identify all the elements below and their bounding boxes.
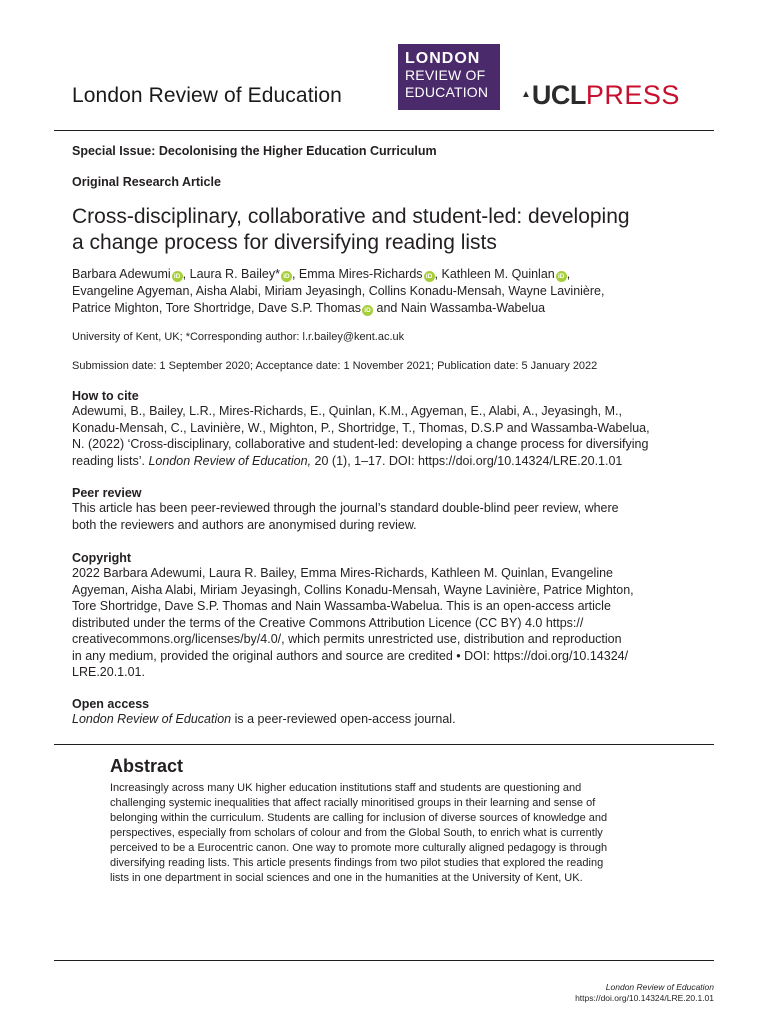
abstract-heading: Abstract <box>110 756 184 776</box>
orcid-icon[interactable]: iD <box>281 271 292 282</box>
article-type-label: Original Research Article <box>72 175 221 189</box>
peer-review-section <box>72 486 712 533</box>
open-access-text <box>72 711 712 728</box>
copyright-heading: Copyright <box>72 551 132 565</box>
open-access-description: is a peer-reviewed open-access journal. <box>231 712 456 726</box>
peer-review-line: both the reviewers and authors are anonymised during review. <box>72 517 417 532</box>
author-line-2: Evangeline Agyeman, Aisha Alabi, Miriam Jeyasingh, Collins Konadu-Mensah, Wayne Lavinière, <box>72 284 605 298</box>
affiliation: University of Kent, UK; *Corresponding author: l.r.bailey@kent.ac.uk <box>72 331 405 343</box>
header-divider <box>54 130 714 131</box>
author-list <box>72 266 712 317</box>
abstract-line: lists in one department in social sciences and one in the humanities at the University of Kent, UK. <box>110 872 583 884</box>
title-line-1: Cross-disciplinary, collaborative and student-led: developing <box>72 205 630 228</box>
footer-divider <box>54 960 714 961</box>
orcid-icon[interactable]: iD <box>556 271 567 282</box>
citation-line: Adewumi, B., Bailey, L.R., Mires-Richards, E., Quinlan, K.M., Agyeman, E., Alabi, A., Jeyasingh, M., <box>72 404 622 418</box>
logo-line-3: EDUCATION <box>405 84 489 100</box>
how-to-cite-heading: How to cite <box>72 389 139 403</box>
logo-line-1: LONDON <box>405 50 481 67</box>
author-names: Patrice Mighton, Tore Shortridge, Dave S.P. Thomas <box>72 301 362 315</box>
how-to-cite-section <box>72 389 712 469</box>
footer-doi[interactable]: https://doi.org/10.14324/LRE.20.1.01 <box>575 993 714 1003</box>
citation-part: reading lists’. <box>72 453 149 468</box>
citation-text <box>72 403 712 469</box>
abstract-line: challenging systemic inequalities that affect racially minoritised groups in their learning and sense of <box>110 797 596 809</box>
publisher-ucl: UCL <box>531 80 586 110</box>
open-access-section <box>72 697 712 728</box>
copyright-line: LRE.20.1.01. <box>72 665 145 679</box>
citation-line: N. (2022) ‘Cross-disciplinary, collaborative and student-led: developing a change process for diversifying <box>72 437 649 451</box>
abstract-top-divider <box>54 744 714 745</box>
citation-line: Konadu-Mensah, C., Lavinière, W., Mighton, P., Shortridge, T., Thomas, D.S.P and Wassamba-Wabelua, <box>72 420 650 435</box>
publisher-press: PRESS <box>585 80 680 110</box>
author-name: , Emma Mires-Richards <box>291 267 423 281</box>
copyright-line: 2022 Barbara Adewumi, Laura R. Bailey, Emma Mires-Richards, Kathleen M. Quinlan, Evangeline <box>72 566 614 580</box>
copyright-section <box>72 551 712 681</box>
title-line-2: a change process for diversifying reading lists <box>72 231 497 254</box>
orcid-icon[interactable]: iD <box>172 271 183 282</box>
peer-review-text <box>72 500 712 533</box>
citation-line <box>72 453 712 470</box>
open-access-journal: London Review of Education <box>72 712 232 726</box>
footer-journal: London Review of Education <box>605 982 714 992</box>
peer-review-heading: Peer review <box>72 486 142 500</box>
peer-review-line: This article has been peer-reviewed through the journal’s standard double-blind peer review, where <box>72 501 619 515</box>
author-line-1 <box>72 266 712 283</box>
author-name: , Kathleen M. Quinlan <box>434 267 555 281</box>
ucl-portico-icon: ▲ <box>521 89 531 100</box>
logo-line-2: REVIEW OF <box>405 67 486 83</box>
journal-title: London Review of Education <box>72 84 342 107</box>
copyright-line: creativecommons.org/licenses/by/4.0/, which permits unrestricted use, distribution and reproduction <box>72 632 622 646</box>
article-dates: Submission date: 1 September 2020; Acceptance date: 1 November 2021; Publication date: 5 January 2022 <box>72 360 598 372</box>
open-access-heading: Open access <box>72 697 150 711</box>
abstract-line: perspectives, especially from scholars of colour and from the Global South, to enrich what is currently <box>110 827 603 839</box>
copyright-line: Tore Shortridge, Dave S.P. Thomas and Nain Wassamba-Wabelua. This is an open-access article <box>72 599 611 613</box>
citation-doi[interactable]: 20 (1), 1–17. DOI: https://doi.org/10.14324/LRE.20.1.01 <box>311 453 623 468</box>
copyright-line: in any medium, provided the original authors and source are credited • DOI: https://doi.org/10.14324/ <box>72 648 629 663</box>
orcid-icon[interactable]: iD <box>424 271 435 282</box>
special-issue-label: Special Issue: Decolonising the Higher Education Curriculum <box>72 144 437 158</box>
article-title <box>72 204 712 256</box>
abstract-text <box>110 781 657 886</box>
author-line-3 <box>72 300 712 317</box>
citation-journal: London Review of Education, <box>148 453 312 468</box>
journal-logo <box>398 44 500 110</box>
copyright-line: distributed under the terms of the Creative Commons Attribution Licence (CC BY) 4.0 https:// <box>72 615 584 630</box>
abstract-line: perceived to be a Eurocentric canon. One way to promote more culturally aligned pedagogy is through <box>110 842 608 854</box>
author-separator: , <box>566 267 571 281</box>
publisher-logo <box>521 78 680 112</box>
page-footer <box>575 982 714 1004</box>
copyright-text <box>72 565 712 681</box>
abstract-line: belonging within the curriculum. Students are calling for inclusion of diverse sources of knowledge and <box>110 812 608 824</box>
orcid-icon[interactable]: iD <box>362 305 373 316</box>
author-name: , Laura R. Bailey* <box>182 267 280 281</box>
author-name: Barbara Adewumi <box>72 267 171 281</box>
abstract-line: diversifying reading lists. This article presents findings from two pilot studies that explored the reading <box>110 857 604 869</box>
abstract-line: Increasingly across many UK higher education institutions staff and students are questioning and <box>110 782 582 794</box>
author-name: and Nain Wassamba-Wabelua <box>373 301 546 315</box>
copyright-line: Agyeman, Aisha Alabi, Miriam Jeyasingh, Collins Konadu-Mensah, Wayne Lavinière, Patrice Mighton, <box>72 582 634 597</box>
